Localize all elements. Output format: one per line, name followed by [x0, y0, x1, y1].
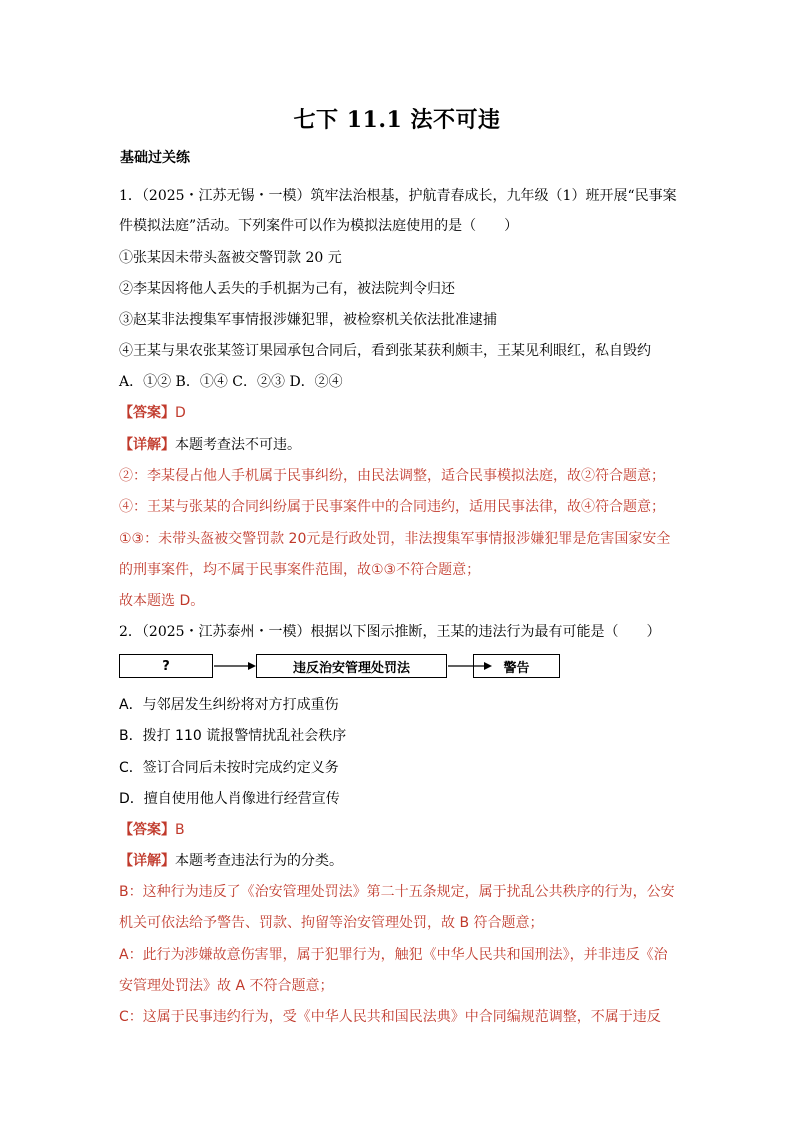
flow-box-unknown: ?: [119, 654, 213, 678]
q1-conclusion: 故本题选 D。: [119, 593, 205, 609]
q1-answer: [119, 404, 186, 422]
q2-option-a: A．与邻居发生纠纷将对方打成重伤: [119, 697, 339, 713]
answer-value: B: [175, 822, 185, 838]
q1-explanation-3a: ①③：未带头盔被交警罚款 20元是行政处罚，非法搜集军事情报涉嫌犯罪是危害国家安全: [119, 531, 671, 547]
flow-box-penalty: 警告: [473, 654, 560, 678]
page-title: 七下 11.1 法不可违: [293, 107, 501, 133]
answer-label: 【答案】: [119, 405, 175, 421]
q1-options: A．①② B．①④ C．②③ D．②④: [119, 374, 343, 390]
q2-explanation-b2: 机关可依法给予警告、罚款、拘留等治安管理处罚，故 B 符合题意；: [119, 915, 544, 931]
q1-item-1: ①张某因未带头盔被交警罚款 20 元: [119, 250, 342, 266]
q1-stem-line1: 1．（2025・江苏无锡・一模）筑牢法治根基，护航青春成长，九年级（1）班开展“民事案: [119, 188, 677, 204]
q2-explanation-a2: 安管理处罚法》故 A 不符合题意；: [119, 978, 334, 994]
q2-answer: [119, 821, 185, 839]
q1-explanation-3b: 的刑事案件，均不属于民事案件范围，故①③不符合题意；: [119, 562, 481, 578]
q2-flow-diagram: [119, 654, 569, 680]
q1-stem-line2: 件模拟法庭”活动。下列案件可以作为模拟法庭使用的是（ ）: [119, 218, 519, 234]
detail-label: 【详解】: [119, 853, 175, 869]
q1-explanation-2: ④：王某与张某的合同纠纷属于民事案件中的合同违约，适用民事法律，故④符合题意；: [119, 499, 665, 515]
q2-stem: 2．（2025・江苏泰州・一模）根据以下图示推断，王某的违法行为最有可能是（ ）: [119, 624, 661, 640]
section-heading: 基础过关练: [120, 150, 190, 166]
q1-item-4: ④王某与果农张某签订果园承包合同后，看到张某获利颇丰，王某见利眼红，私自毁约: [119, 343, 651, 359]
q2-explanation-c1: C：这属于民事违约行为，受《中华人民共和国民法典》中合同编规范调整，不属于违反: [119, 1009, 661, 1025]
flow-box-law: 违反治安管理处罚法: [256, 654, 447, 678]
q1-detail: [119, 436, 301, 454]
detail-intro: 本题考查违法行为的分类。: [175, 853, 343, 869]
answer-value: D: [175, 405, 186, 421]
q2-option-b: B．拨打 110 谎报警情扰乱社会秩序: [119, 728, 347, 744]
q2-detail: [119, 852, 343, 870]
detail-intro: 本题考查法不可违。: [175, 437, 301, 453]
q1-item-2: ②李某因将他人丢失的手机据为己有，被法院判令归还: [119, 281, 455, 297]
arrow-right-icon: [214, 659, 256, 673]
q2-option-d: D．擅自使用他人肖像进行经营宣传: [119, 791, 340, 807]
answer-label: 【答案】: [119, 822, 175, 838]
q2-explanation-a1: A：此行为涉嫌故意伤害罪，属于犯罪行为，触犯《中华人民共和国刑法》，并非违反《治: [119, 947, 668, 963]
q2-option-c: C．签订合同后未按时完成约定义务: [119, 760, 339, 776]
q1-item-3: ③赵某非法搜集军事情报涉嫌犯罪，被检察机关依法批准逮捕: [119, 312, 497, 328]
q1-explanation-1: ②：李某侵占他人手机属于民事纠纷，由民法调整，适合民事模拟法庭，故②符合题意；: [119, 468, 665, 484]
detail-label: 【详解】: [119, 437, 175, 453]
q2-explanation-b1: B：这种行为违反了《治安管理处罚法》第二十五条规定，属于扰乱公共秩序的行为，公安: [119, 884, 675, 900]
